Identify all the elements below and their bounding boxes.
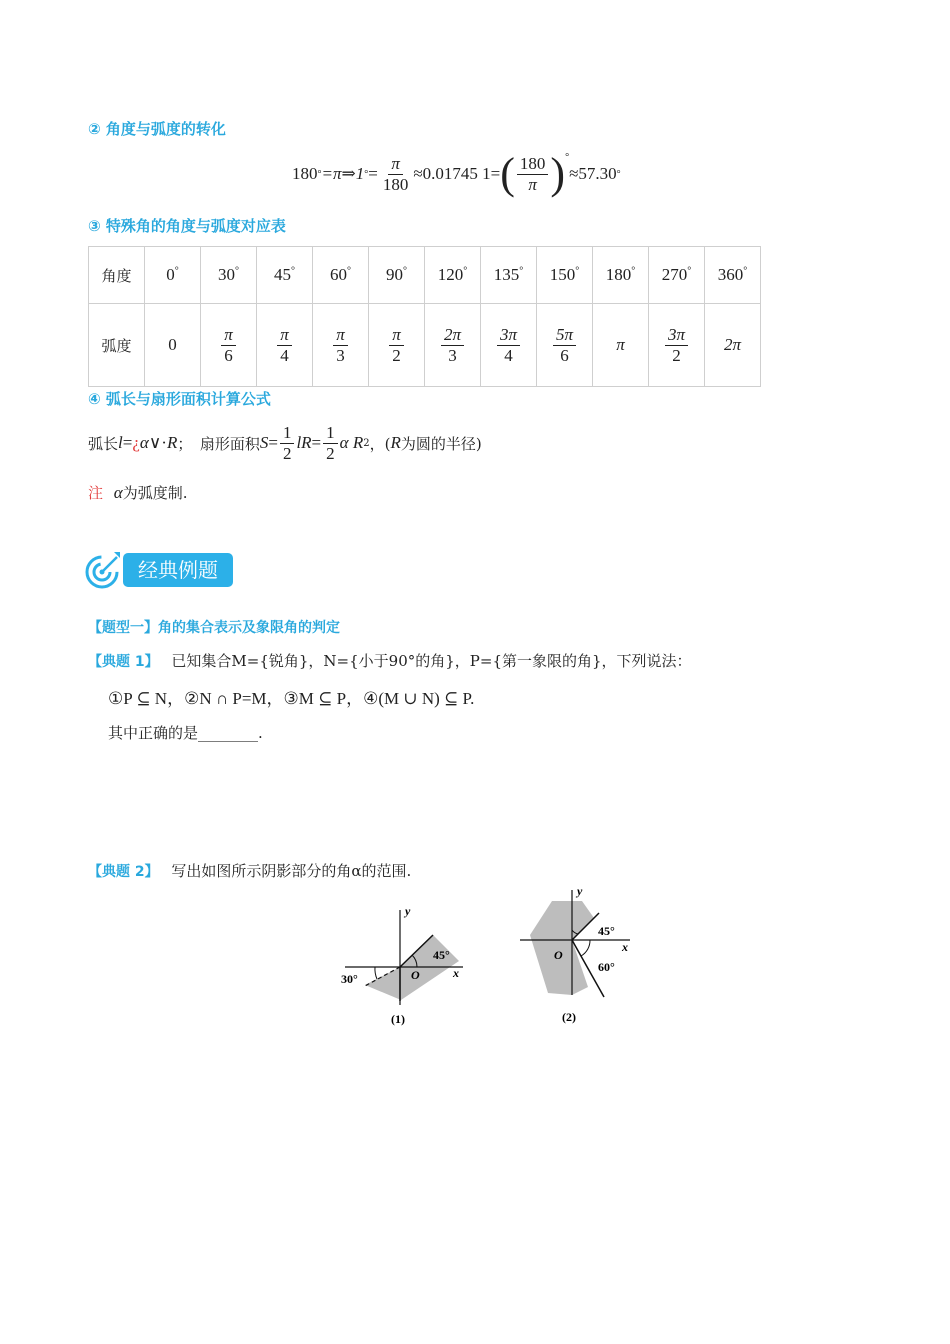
radian-den: 3 bbox=[336, 345, 345, 365]
degree-cell: 0° bbox=[145, 247, 201, 304]
radian-cell bbox=[705, 304, 761, 387]
figure-1 bbox=[335, 905, 470, 1030]
radian-value: 0 bbox=[168, 335, 177, 354]
math-symbol: α R bbox=[339, 433, 364, 452]
fraction-num: 1 bbox=[280, 424, 295, 444]
radian-num: π bbox=[277, 326, 292, 346]
section-title-arc-formula: ④ 弧长与扇形面积计算公式 bbox=[88, 390, 271, 408]
math-symbol: l bbox=[118, 433, 123, 452]
radian-den: 4 bbox=[504, 345, 513, 365]
figure-caption: (1) bbox=[391, 1012, 405, 1026]
radian-den: 2 bbox=[392, 345, 401, 365]
radian-cell bbox=[257, 304, 313, 387]
fraction bbox=[280, 424, 295, 463]
radian-cell bbox=[481, 304, 537, 387]
degree-value: 120 bbox=[437, 265, 464, 284]
conversion-formula: 180 ° =π⇒1 ° = $\frac{\pi}{180}$ ≈0.01745 1= ( $\frac{180}{\pi}$ ) ° ≈57.30 ° bbox=[292, 149, 621, 198]
note-text: 为弧度制. bbox=[122, 484, 188, 502]
formula-text: 180 bbox=[292, 164, 318, 183]
math-text: 为圆的半径) bbox=[400, 434, 482, 453]
radian-num: 3π bbox=[665, 326, 688, 346]
math-text: ，( bbox=[369, 434, 391, 453]
formula-text: = bbox=[368, 164, 378, 183]
figure-2 bbox=[512, 885, 642, 1025]
degree-value: 30 bbox=[218, 265, 235, 284]
example-tag: 【典题 1】 bbox=[88, 654, 159, 670]
example-1-line1 bbox=[88, 650, 692, 671]
fraction bbox=[517, 155, 549, 194]
arc-label: 弧长 bbox=[88, 434, 119, 453]
formula-text: =π⇒1 bbox=[321, 164, 365, 183]
degree-cell: 30° bbox=[201, 247, 257, 304]
axis-label: y bbox=[577, 885, 583, 898]
math-symbol: = bbox=[122, 433, 133, 452]
degree-cell: 45° bbox=[257, 247, 313, 304]
degree-value: 135 bbox=[493, 265, 520, 284]
angle-arc bbox=[375, 967, 377, 979]
radian-cell bbox=[537, 304, 593, 387]
sector-label: ； 扇形面积 bbox=[177, 434, 260, 453]
math-symbol: S bbox=[259, 433, 269, 452]
origin-label: O bbox=[411, 968, 420, 982]
math-symbol: α bbox=[139, 433, 149, 452]
example-text: 写出如图所示阴影部分的角α的范围. bbox=[171, 862, 412, 880]
table-row-degrees bbox=[89, 247, 761, 304]
math-symbol: ∨· bbox=[148, 433, 167, 452]
fraction bbox=[323, 424, 338, 463]
right-paren: ) bbox=[550, 149, 566, 198]
math-symbol: ¿ bbox=[132, 433, 140, 452]
formula-text: ≈57.30 bbox=[569, 164, 617, 183]
section-title-table: ③ 特殊角的角度与弧度对应表 bbox=[88, 217, 286, 235]
example-text: 已知集合M={锐角}，N={小于90°的角}，P={第一象限的角}，下列说法： bbox=[171, 652, 692, 670]
exponent: 2 bbox=[363, 437, 370, 449]
radian-cell bbox=[313, 304, 369, 387]
radian-den: 6 bbox=[560, 345, 569, 365]
row-label: 角度 bbox=[89, 247, 145, 304]
row-label: 弧度 bbox=[89, 304, 145, 387]
fraction-den: 2 bbox=[326, 443, 335, 463]
degree-value: 150 bbox=[549, 265, 576, 284]
radian-num: π bbox=[333, 326, 348, 346]
radian-cell bbox=[369, 304, 425, 387]
radian-value: π bbox=[616, 335, 625, 354]
radian-cell bbox=[425, 304, 481, 387]
angle-label: 45° bbox=[433, 948, 450, 962]
radian-den: 6 bbox=[224, 345, 233, 365]
degree-value: 270 bbox=[661, 265, 688, 284]
axis-label: x bbox=[622, 940, 628, 954]
angle-label: 60° bbox=[598, 960, 615, 974]
degree-cell: 150° bbox=[537, 247, 593, 304]
note-label: 注 bbox=[88, 484, 104, 502]
left-paren: ( bbox=[500, 149, 515, 198]
degree-cell: 135° bbox=[481, 247, 537, 304]
radian-num: 3π bbox=[497, 326, 520, 346]
axis-label: y bbox=[405, 905, 411, 918]
fraction-den: π bbox=[528, 174, 537, 194]
degree-cell: 90° bbox=[369, 247, 425, 304]
radian-den: 3 bbox=[448, 345, 457, 365]
fraction bbox=[380, 155, 412, 194]
degree-cell: 60° bbox=[313, 247, 369, 304]
math-symbol: R bbox=[390, 433, 401, 452]
radian-den: 4 bbox=[280, 345, 289, 365]
degree-cell: 360° bbox=[705, 247, 761, 304]
math-symbol: = bbox=[311, 433, 322, 452]
degree-value: 0 bbox=[166, 265, 175, 284]
angle-label: 45° bbox=[598, 924, 615, 938]
fraction-num: 1 bbox=[323, 424, 338, 444]
math-symbol: α bbox=[113, 483, 123, 502]
figure-caption: (2) bbox=[562, 1010, 576, 1024]
formula-text: ≈0.01745 1= bbox=[413, 164, 501, 183]
fraction-num: π bbox=[388, 155, 403, 175]
example-2 bbox=[88, 860, 411, 881]
angle-arc bbox=[581, 940, 590, 956]
note bbox=[88, 482, 188, 503]
angle-label: 30° bbox=[341, 972, 358, 986]
table-row-radians bbox=[89, 304, 761, 387]
radian-num: 2π bbox=[441, 326, 464, 346]
radian-den: 2 bbox=[672, 345, 681, 365]
example-tag: 【典题 2】 bbox=[88, 864, 159, 880]
radian-cell bbox=[593, 304, 649, 387]
radian-cell bbox=[145, 304, 201, 387]
fraction-num: 180 bbox=[517, 155, 549, 175]
degree-value: 45 bbox=[274, 265, 291, 284]
radian-value: 2π bbox=[723, 335, 742, 354]
example-1-line2: ①P ⊆ N，②N ∩ P=M，③M ⊆ P，④(M ∪ N) ⊆ P. bbox=[108, 689, 475, 708]
section-title-conversion: ② 角度与弧度的转化 bbox=[88, 120, 226, 138]
radian-num: 5π bbox=[553, 326, 576, 346]
degree-value: 60 bbox=[330, 265, 347, 284]
degree-value: 180 bbox=[605, 265, 632, 284]
target-icon bbox=[84, 548, 124, 592]
origin-label: O bbox=[554, 948, 563, 962]
example-1-line3: 其中正确的是________. bbox=[108, 724, 263, 742]
fraction-den: 180 bbox=[382, 174, 409, 194]
radian-num: π bbox=[221, 326, 236, 346]
degree-value: 90 bbox=[386, 265, 403, 284]
math-symbol: R bbox=[166, 433, 178, 452]
degree-value: 360 bbox=[717, 265, 744, 284]
question-type-title: 【题型一】角的集合表示及象限角的判定 bbox=[88, 620, 340, 636]
fraction-den: 2 bbox=[282, 443, 292, 463]
degree-cell: 270° bbox=[649, 247, 705, 304]
math-symbol: = bbox=[268, 433, 278, 452]
radian-cell bbox=[201, 304, 257, 387]
arc-sector-formula bbox=[88, 422, 482, 464]
section-banner: 经典例题 bbox=[123, 553, 233, 587]
radian-num: π bbox=[389, 326, 404, 346]
radian-cell bbox=[649, 304, 705, 387]
angle-radian-table bbox=[88, 246, 761, 387]
degree-cell: 180° bbox=[593, 247, 649, 304]
degree-cell: 120° bbox=[425, 247, 481, 304]
math-symbol: lR bbox=[296, 433, 312, 452]
axis-label: x bbox=[453, 966, 459, 980]
